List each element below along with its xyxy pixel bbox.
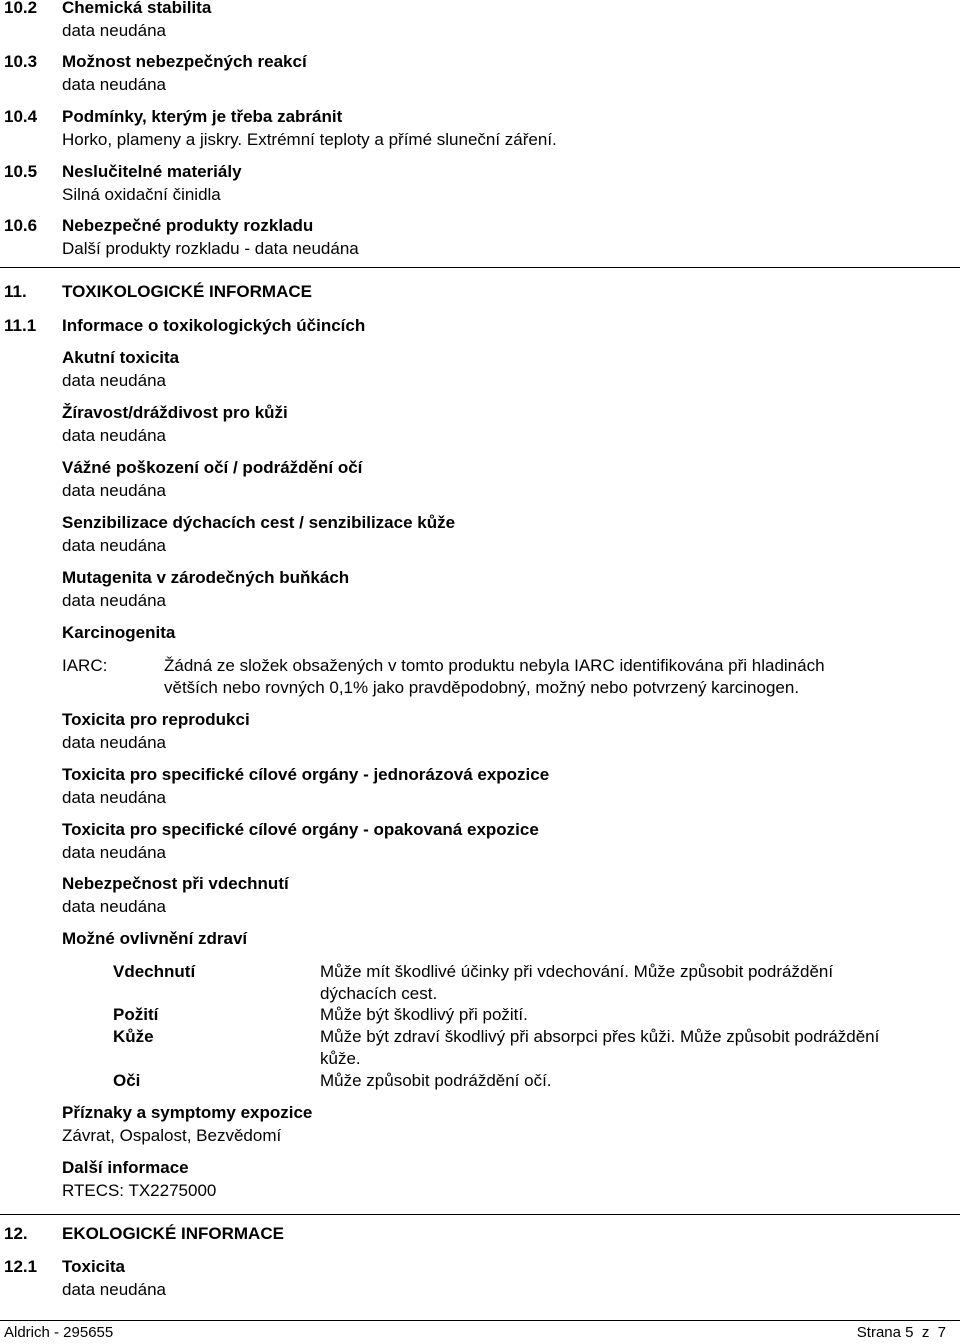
route-label: Požití [113, 1005, 159, 1024]
item-heading: Toxicita pro reprodukci [62, 710, 250, 729]
section-text: data neudána [62, 75, 166, 94]
section-divider [0, 1214, 960, 1215]
section-number: 10.3 [4, 52, 38, 71]
section-text: Silná oxidační činidla [62, 185, 221, 204]
section-heading: Možnost nebezpečných reakcí [62, 52, 307, 71]
section-heading: Chemická stabilita [62, 0, 212, 17]
page-number: Strana 5 z 7 [856, 1324, 946, 1341]
route-text: dýchacích cest. [320, 984, 438, 1003]
item-heading: Vážné poškození očí / podráždění očí [62, 458, 363, 477]
item-text: data neudána [62, 843, 166, 862]
route-text: Může být zdraví škodlivý při absorpci přes kůži. Může způsobit podráždění [320, 1027, 880, 1046]
item-heading: Žíravost/dráždivost pro kůži [62, 403, 288, 422]
iarc-text: Žádná ze složek obsažených v tomto produktu nebyla IARC identifikována při hladinách [164, 656, 825, 675]
item-heading: Senzibilizace dýchacích cest / senzibilizace kůže [62, 513, 456, 532]
footer-divider [0, 1320, 960, 1321]
route-text: Může být škodlivý při požití. [320, 1005, 528, 1024]
chapter-title: TOXIKOLOGICKÉ INFORMACE [62, 282, 312, 301]
iarc-label: IARC: [62, 656, 108, 675]
section-heading: Nebezpečné produkty rozkladu [62, 216, 314, 235]
footer-product: Aldrich - 295655 [4, 1324, 114, 1341]
item-text: data neudána [62, 481, 166, 500]
section-text: data neudána [62, 1280, 166, 1299]
item-heading: Možné ovlivnění zdraví [62, 929, 248, 948]
item-text: data neudána [62, 371, 166, 390]
section-number: 10.2 [4, 0, 38, 17]
item-text: RTECS: TX2275000 [62, 1181, 217, 1200]
section-divider [0, 267, 960, 268]
section-heading: Podmínky, kterým je třeba zabránit [62, 107, 343, 126]
chapter-number: 12. [4, 1224, 28, 1243]
chapter-number: 11. [4, 282, 27, 301]
section-heading: Toxicita [62, 1257, 125, 1276]
route-text: kůže. [320, 1049, 361, 1068]
item-heading: Mutagenita v zárodečných buňkách [62, 568, 350, 587]
section-text: Horko, plameny a jiskry. Extrémní teploty a přímé sluneční záření. [62, 130, 557, 149]
item-text: data neudána [62, 733, 166, 752]
item-heading: Další informace [62, 1158, 189, 1177]
item-text: data neudána [62, 536, 166, 555]
route-text: Může mít škodlivé účinky při vdechování. Může způsobit podráždění [320, 962, 834, 981]
item-text: data neudána [62, 897, 166, 916]
route-label: Kůže [113, 1027, 154, 1046]
item-text: data neudána [62, 788, 166, 807]
section-number: 10.5 [4, 162, 38, 181]
section-number: 12.1 [4, 1257, 38, 1276]
item-text: Závrat, Ospalost, Bezvědomí [62, 1126, 282, 1145]
item-text: data neudána [62, 591, 166, 610]
section-heading: Informace o toxikologických účincích [62, 316, 366, 335]
item-heading: Akutní toxicita [62, 348, 180, 367]
section-number: 10.4 [4, 107, 38, 126]
route-text: Může způsobit podráždění očí. [320, 1071, 552, 1090]
item-heading: Příznaky a symptomy expozice [62, 1103, 313, 1122]
route-label: Oči [113, 1071, 141, 1090]
section-heading: Neslučitelné materiály [62, 162, 242, 181]
section-number: 10.6 [4, 216, 38, 235]
item-heading: Karcinogenita [62, 623, 176, 642]
item-heading: Nebezpečnost při vdechnutí [62, 874, 289, 893]
item-heading: Toxicita pro specifické cílové orgány - jednorázová expozice [62, 765, 550, 784]
iarc-text: větších nebo rovných 0,1% jako pravděpodobný, možný nebo potvrzený karcinogen. [164, 678, 800, 697]
item-heading: Toxicita pro specifické cílové orgány - opakovaná expozice [62, 820, 539, 839]
chapter-title: EKOLOGICKÉ INFORMACE [62, 1224, 284, 1243]
section-number: 11.1 [4, 316, 37, 335]
section-text: Další produkty rozkladu - data neudána [62, 239, 359, 258]
route-label: Vdechnutí [113, 962, 196, 981]
section-text: data neudána [62, 21, 166, 40]
item-text: data neudána [62, 426, 166, 445]
